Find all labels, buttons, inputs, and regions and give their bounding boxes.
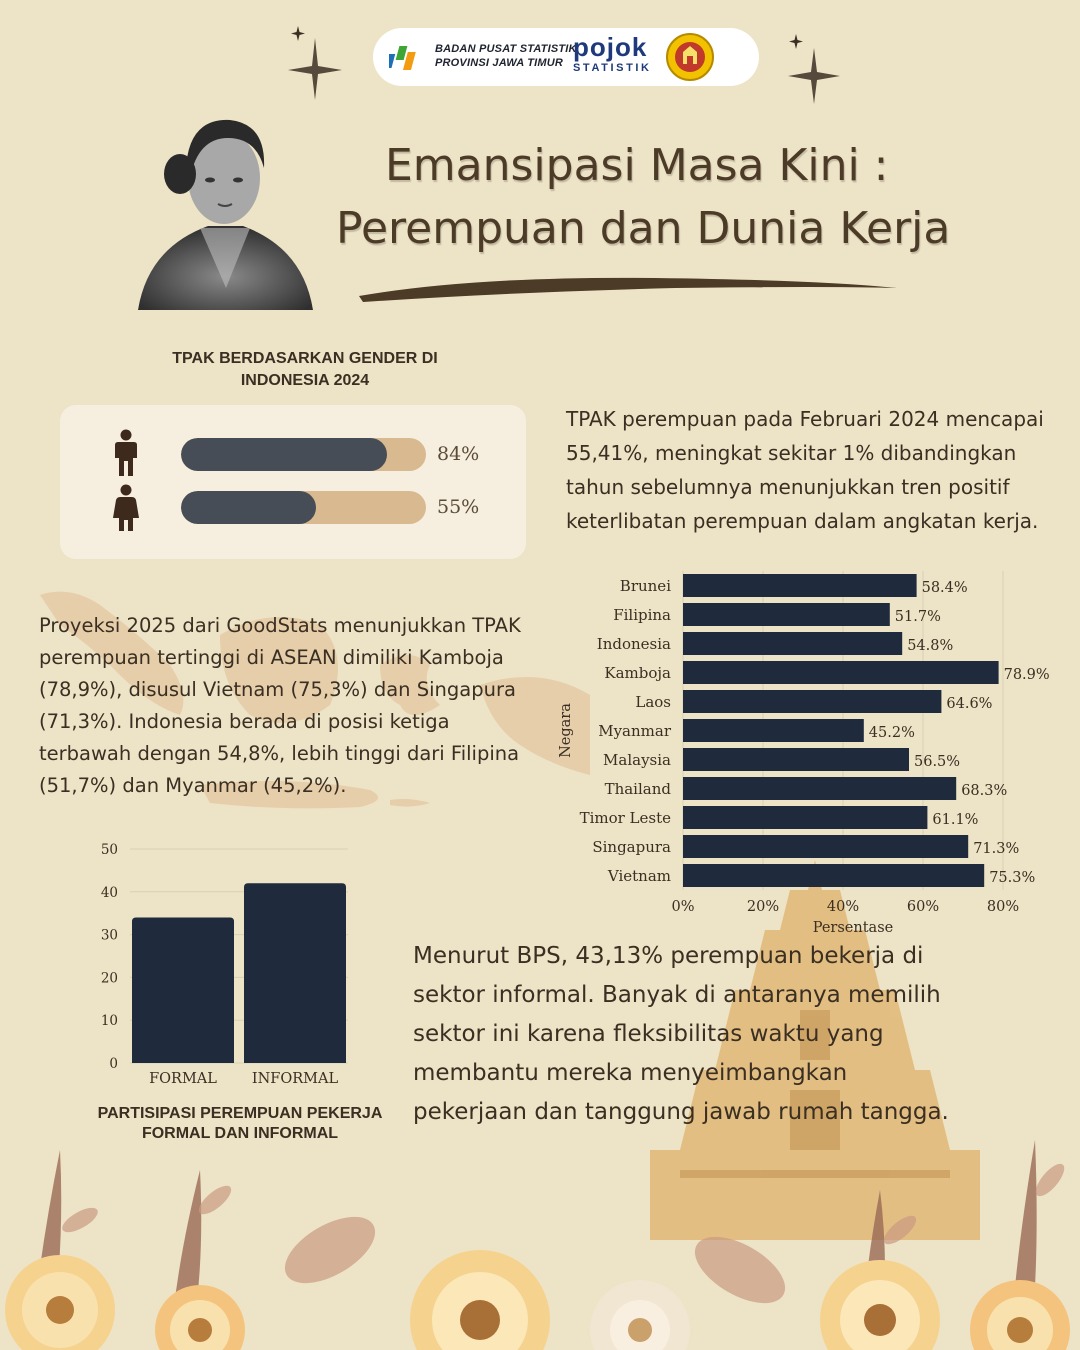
y-category-label: Brunei bbox=[619, 577, 671, 595]
bar-value-label: 64.6% bbox=[946, 696, 993, 712]
formal-chart-title-line1: PARTISIPASI PEREMPUAN PEKERJA bbox=[97, 1105, 383, 1122]
university-emblem-icon bbox=[665, 32, 715, 82]
sparkle-decoration-right bbox=[780, 0, 860, 110]
y-category-label: Thailand bbox=[604, 780, 671, 798]
page-title-line2: Perempuan dan Dunia Kerja bbox=[336, 203, 951, 254]
floral-decoration bbox=[0, 1130, 1080, 1350]
bar-brunei bbox=[683, 574, 917, 597]
x-category-label: FORMAL bbox=[149, 1071, 217, 1087]
bps-name-line1: BADAN PUSAT STATISTIK bbox=[435, 43, 577, 55]
bar-informal bbox=[244, 883, 346, 1063]
male-tpak-track bbox=[181, 438, 426, 471]
bar-value-label: 56.5% bbox=[914, 754, 961, 770]
bar-filipina bbox=[683, 603, 890, 626]
gender-title-line2: INDONESIA 2024 bbox=[240, 372, 370, 389]
y-tick-label: 10 bbox=[100, 1013, 118, 1030]
y-tick-label: 0 bbox=[109, 1056, 118, 1072]
gender-title-line1: TPAK BERDASARKAN GENDER DI bbox=[172, 350, 438, 367]
y-category-label: Vietnam bbox=[607, 867, 671, 885]
asean-tpak-bar-chart bbox=[550, 565, 1070, 940]
gender-tpak-card bbox=[60, 405, 526, 559]
y-tick-label: 30 bbox=[100, 927, 118, 944]
bar-value-label: 75.3% bbox=[989, 870, 1036, 886]
bar-timor-leste bbox=[683, 806, 927, 829]
sparkle-decoration-left bbox=[280, 0, 360, 100]
y-category-label: Myanmar bbox=[598, 722, 671, 740]
female-tpak-bar bbox=[181, 491, 316, 524]
female-tpak-label: 55% bbox=[437, 496, 480, 518]
pojok-logo-word: pojok bbox=[573, 32, 648, 62]
bar-value-label: 78.9% bbox=[1003, 667, 1050, 683]
x-tick-label: 40% bbox=[826, 899, 860, 915]
female-person-icon bbox=[112, 484, 140, 532]
bar-thailand bbox=[683, 777, 956, 800]
gender-section-title bbox=[140, 348, 470, 392]
x-tick-label: 20% bbox=[746, 899, 780, 915]
bar-indonesia bbox=[683, 632, 902, 655]
formal-chart-title-line2: FORMAL DAN INFORMAL bbox=[141, 1125, 339, 1142]
bar-value-label: 58.4% bbox=[921, 580, 968, 596]
bar-value-label: 51.7% bbox=[894, 609, 941, 625]
x-axis-title: Persentase bbox=[812, 920, 894, 936]
title-underline-brushstroke bbox=[355, 268, 900, 308]
y-category-label: Malaysia bbox=[603, 751, 671, 769]
informal-paragraph: Menurut BPS, 43,13% perempuan bekerja di sektor informal. Banyak di antaranya memilih sektor ini karena fleksibilitas waktu yang membantu mereka menyeimbangkan pekerjaan dan tanggung jawab rumah tangga. bbox=[413, 943, 949, 1125]
bar-value-label: 68.3% bbox=[961, 783, 1008, 799]
y-tick-label: 20 bbox=[100, 970, 118, 987]
y-tick-label: 40 bbox=[100, 884, 118, 901]
bar-malaysia bbox=[683, 748, 909, 771]
x-tick-label: 60% bbox=[906, 899, 940, 915]
bar-formal bbox=[132, 917, 234, 1063]
male-tpak-bar bbox=[181, 438, 387, 471]
y-category-label: Kamboja bbox=[604, 664, 671, 682]
pojok-logo-subtitle: STATISTIK bbox=[573, 62, 652, 74]
y-category-label: Indonesia bbox=[596, 635, 671, 653]
male-tpak-label: 84% bbox=[437, 443, 480, 465]
female-tpak-track bbox=[181, 491, 426, 524]
bar-value-label: 61.1% bbox=[932, 812, 979, 828]
bar-value-label: 71.3% bbox=[973, 841, 1020, 857]
y-tick-label: 50 bbox=[100, 842, 118, 858]
page-title-line1: Emansipasi Masa Kini : bbox=[385, 140, 889, 191]
bar-myanmar bbox=[683, 719, 864, 742]
bps-logo-icon bbox=[389, 40, 427, 76]
bar-kamboja bbox=[683, 661, 999, 684]
y-axis-title: Negara bbox=[558, 703, 574, 758]
bar-value-label: 45.2% bbox=[868, 725, 915, 741]
y-category-label: Filipina bbox=[613, 606, 671, 624]
x-category-label: INFORMAL bbox=[251, 1071, 339, 1087]
y-category-label: Singapura bbox=[592, 838, 671, 856]
bar-singapura bbox=[683, 835, 968, 858]
projection-paragraph: Proyeksi 2025 dari GoodStats menunjukkan TPAK perempuan tertinggi di ASEAN dimiliki Kamboja (78,9%), disusul Vietnam (75,3%) dan Singapura (71,3%). Indonesia berada di posisi ketiga terbawah dengan 54,8%, lebih tinggi dari Filipina (51,7%) dan Myanmar (45,2%). bbox=[39, 614, 521, 797]
y-category-label: Timor Leste bbox=[579, 809, 671, 827]
x-tick-label: 0% bbox=[671, 899, 695, 915]
kartini-portrait-image bbox=[138, 108, 313, 310]
male-person-icon bbox=[112, 429, 140, 477]
tpak-paragraph: TPAK perempuan pada Februari 2024 mencapai 55,41%, meningkat sekitar 1% dibandingkan tahun sebelumnya menunjukkan tren positif keterlibatan perempuan dalam angkatan kerja. bbox=[566, 407, 1044, 533]
x-tick-label: 80% bbox=[986, 899, 1020, 915]
formal-informal-bar-chart bbox=[90, 835, 360, 1095]
bar-vietnam bbox=[683, 864, 984, 887]
bar-value-label: 54.8% bbox=[907, 638, 954, 654]
y-category-label: Laos bbox=[635, 693, 671, 711]
bps-name-line2: PROVINSI JAWA TIMUR bbox=[435, 57, 564, 69]
header-logo-bar bbox=[373, 28, 759, 86]
bar-laos bbox=[683, 690, 941, 713]
